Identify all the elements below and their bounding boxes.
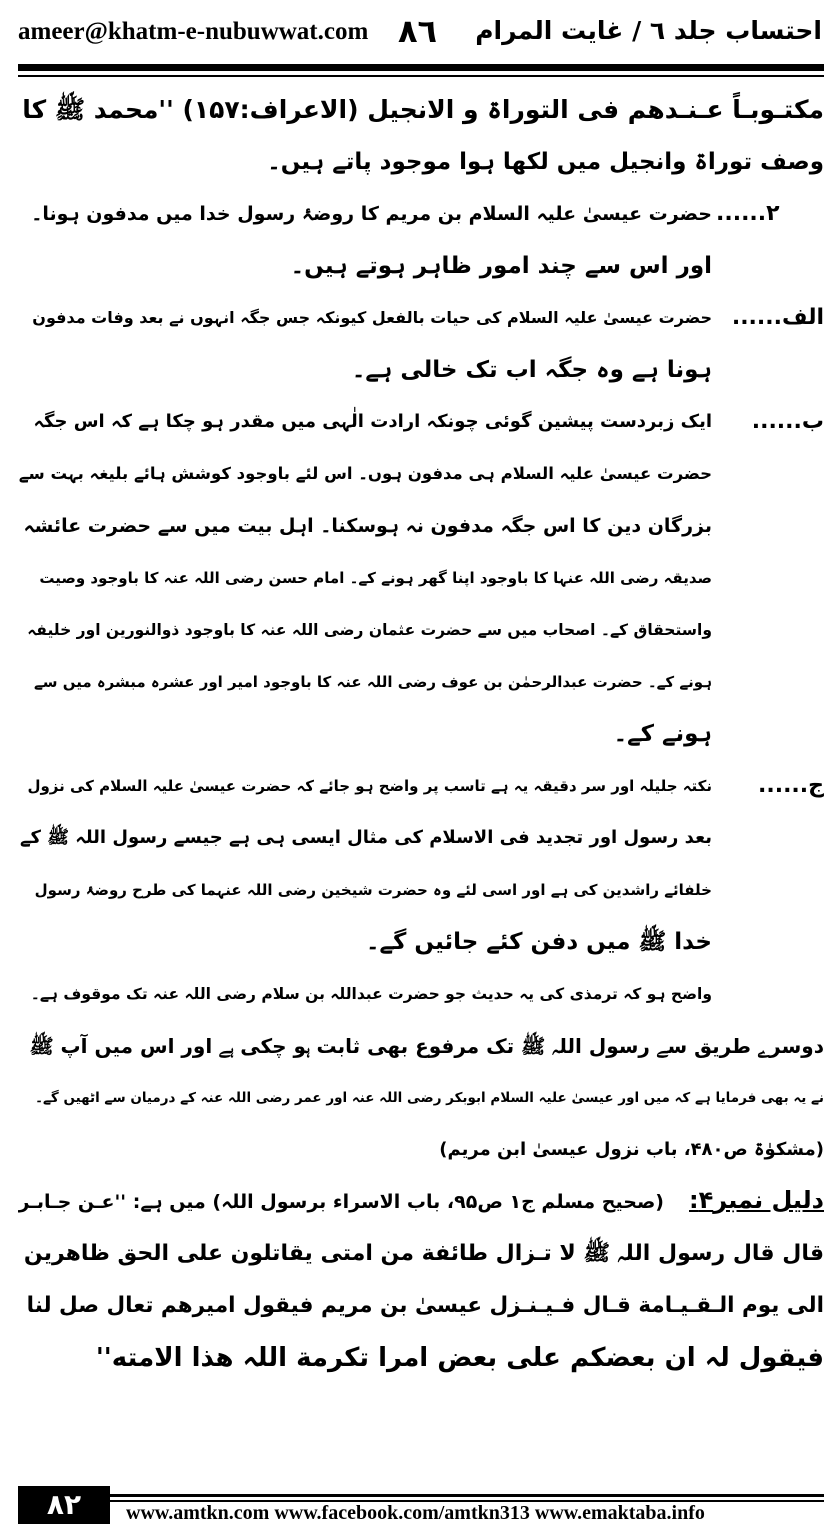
arabic-line: فیقول لہ ان بعضکم علی بعض امرا تکرمة اللہ ھذا الامته'' — [95, 1343, 824, 1373]
page-footer — [18, 1486, 824, 1530]
item-2-label: ۲...... — [716, 201, 780, 226]
body-line: صدیقہ رضی اللہ عنہا کا باوجود اپنا گھر ہونے کے۔ امام حسن رضی اللہ عنہ کا باوجود وصیت — [39, 569, 712, 587]
body-line: حضرت عیسیٰ علیہ السلام ہی مدفون ہوں۔ اس لئے باوجود کوشش ہائے بلیغہ بہت سے — [18, 464, 712, 483]
body-line: دوسرے طریق سے رسول اللہ ﷺ تک مرفوع بھی ثابت ہو چکی ہے اور اس میں آپ ﷺ — [29, 1034, 824, 1058]
page-body — [18, 84, 824, 1462]
header-email: ameer@khatm-e-nubuwwat.com — [18, 18, 369, 45]
body-line: حضرت عیسیٰ علیہ السلام کی حیات بالفعل کیونکہ جس جگہ انہوں نے بعد وفات مدفون — [32, 308, 712, 327]
body-line: وصف توراۃ وانجیل میں لکھا ہوا موجود پاتے ہیں۔ — [267, 149, 824, 175]
footer-websites: www.amtkn.com www.facebook.com/amtkn313 www.emaktaba.info — [126, 1502, 705, 1524]
body-line: نے یہ بھی فرمایا ہے کہ میں اور عیسیٰ علیہ السلام ابوبکر رضی اللہ عنہ اور عمر رضی اللہ عنہ کے درمیان سے اٹھیں گے۔ — [35, 1090, 824, 1106]
body-line: ایک زبردست پیشین گوئی چونکہ ارادت الٰہی میں مقدر ہو چکا ہے کہ اس جگہ — [33, 411, 712, 432]
arabic-line: الی یوم الـقـیـامة قـال فـیـنـزل عیسیٰ بن مریم فیقول امیرھم تعال صل لنا — [26, 1293, 824, 1318]
body-line: واستحقاق کے۔ اصحاب میں سے حضرت عثمان رضی اللہ عنہ کا باوجود ذوالنورین اور خلیفہ — [27, 621, 712, 639]
body-line: نکتہ جلیلہ اور سر دقیقہ یہ ہے تاسب پر واضح ہو جائے کہ حضرت عیسیٰ علیہ السلام کی نزول — [27, 777, 712, 795]
arabic-line: قال قال رسول اللہ ﷺ لا تـزال طائفة من امتی یقاتلون علی الحق ظاھرین — [23, 1241, 824, 1266]
body-line: مکتـوبـاً عـنـدھم فی التوراۃ و الانجیل (الاعراف:۱۵۷) ''محمد ﷺ کا — [22, 95, 824, 124]
header-page-number: ۸٦ — [398, 12, 438, 50]
footer-rule — [110, 1494, 824, 1497]
header-rule-thin — [18, 75, 824, 77]
body-line: ہونا ہے وہ جگہ اب تک خالی ہے۔ — [351, 357, 712, 383]
body-line: ہونے کے۔ — [613, 721, 712, 747]
body-line: خلفائے راشدین کی ہے اور اسی لئے وہ حضرت شیخین رضی اللہ عنہما کی طرح روضۂ رسول — [34, 881, 712, 899]
citation-line: (مشکوٰۃ ص۴۸۰، باب نزول عیسیٰ ابن مریم) — [439, 1139, 824, 1160]
body-line: ہونے کے۔ حضرت عبدالرحمٰن بن عوف رضی اللہ عنہ کا باوجود امیر اور عشرہ مبشرہ میں سے — [33, 673, 712, 691]
header-rule — [18, 64, 824, 71]
jeem-label: ج...... — [758, 773, 824, 798]
daleel-heading: دلیل نمبر۴: — [689, 1186, 824, 1214]
body-line: واضح ہو کہ ترمذی کی یہ حدیث جو حضرت عبداللہ بن سلام رضی اللہ عنہ تک موقوف ہے۔ — [30, 985, 712, 1003]
alif-label: الف...... — [731, 305, 824, 330]
body-line: بزرگان دین کا اس جگہ مدفون نہ ہوسکنا۔ اہل بیت میں سے حضرت عائشہ — [23, 515, 712, 537]
body-line: اور اس سے چند امور ظاہر ہوتے ہیں۔ — [290, 253, 712, 279]
body-line: بعد رسول اور تجدید فی الاسلام کی مثال ایسی ہی ہے جیسے رسول اللہ ﷺ کے — [19, 827, 712, 848]
body-line: خدا ﷺ میں دفن کئے جائیں گے۔ — [366, 929, 712, 955]
page-header — [18, 14, 822, 58]
header-book-title: احتساب جلد ٦ / غایت المرام — [475, 16, 822, 45]
footer-page-number: ۸۲ — [18, 1486, 110, 1524]
body-line: (صحیح مسلم ج۱ ص۹۵، باب الاسراء برسول اللہ) میں ہے: ''عـن جـابـر — [18, 1191, 664, 1213]
be-label: ب...... — [751, 409, 824, 434]
body-line: حضرت عیسیٰ علیہ السلام بن مریم کا روضۂ رسول خدا میں مدفون ہونا۔ — [31, 203, 712, 225]
